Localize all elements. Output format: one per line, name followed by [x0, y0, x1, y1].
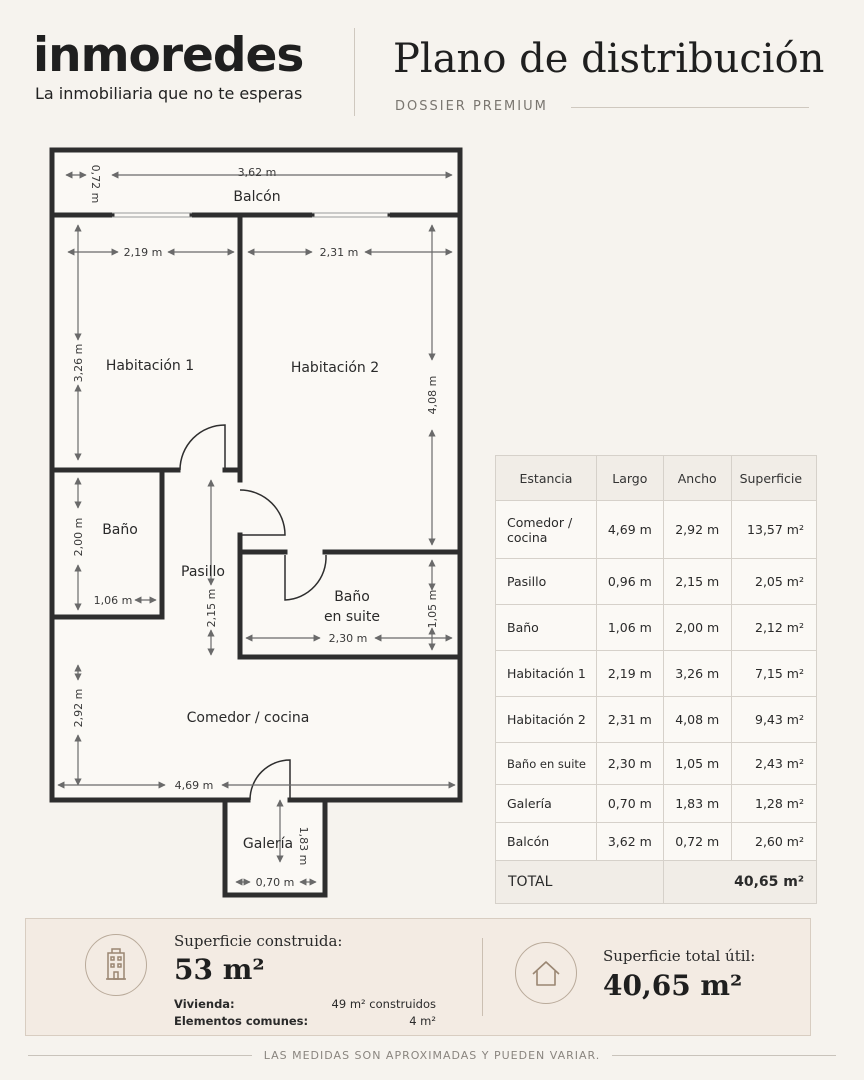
built-area-label: Superficie construida: [174, 932, 343, 950]
dim-label-hab2-h: 4,08 m [426, 375, 439, 415]
room-label-bano-suite-1: Baño [334, 589, 370, 605]
floor-plan [0, 0, 480, 910]
table-cell-ancho: 2,92 m [663, 501, 731, 559]
table-cell-ancho: 3,26 m [663, 651, 731, 697]
table-cell-superficie: 2,12 m² [731, 605, 816, 651]
dim-label-bano-h: 2,00 m [72, 517, 85, 557]
room-label-bano-suite-2: en suite [323, 609, 381, 625]
table-total-label: TOTAL [496, 861, 664, 904]
room-label-bano: Baño [102, 522, 138, 538]
dim-label-galeria-h: 1,83 m [297, 826, 310, 866]
rooms-table [495, 455, 817, 904]
dim-label-comedor-h: 2,92 m [72, 688, 85, 728]
table-cell-ancho: 1,83 m [663, 785, 731, 823]
dim-label-comedor-w: 4,69 m [174, 779, 214, 792]
table-cell-largo: 4,69 m [596, 501, 663, 559]
dim-label-bano-w: 1,06 m [93, 594, 133, 607]
table-cell-name: Galería [496, 785, 597, 823]
table-cell-largo: 2,30 m [596, 743, 663, 785]
table-cell-name: Balcón [496, 823, 597, 861]
table-cell-name: Comedor / cocina [496, 501, 597, 559]
table-header-largo: Largo [596, 456, 663, 501]
table-cell-name: Baño [496, 605, 597, 651]
table-header-row [496, 456, 817, 501]
comunes-value: 4 m² [409, 1014, 436, 1028]
table-cell-name: Pasillo [496, 559, 597, 605]
table-row [496, 651, 817, 697]
room-label-pasillo: Pasillo [181, 564, 225, 580]
building-icon-circle [85, 934, 147, 996]
table-cell-superficie: 2,60 m² [731, 823, 816, 861]
table-row [496, 823, 817, 861]
table-cell-ancho: 0,72 m [663, 823, 731, 861]
vivienda-value: 49 m² construidos [331, 997, 436, 1011]
room-label-comedor: Comedor / cocina [186, 710, 310, 726]
room-label-habitacion-2: Habitación 2 [290, 360, 380, 376]
table-cell-name: Baño en suite [496, 743, 597, 785]
table-cell-ancho: 2,00 m [663, 605, 731, 651]
dim-label-suite-h: 1,05 m [426, 589, 439, 629]
table-row [496, 743, 817, 785]
table-row [496, 605, 817, 651]
table-cell-superficie: 9,43 m² [731, 697, 816, 743]
table-cell-ancho: 1,05 m [663, 743, 731, 785]
useful-area-value: 40,65 m² [603, 969, 743, 1002]
table-cell-superficie: 2,05 m² [731, 559, 816, 605]
dim-label-hab1-h: 3,26 m [72, 343, 85, 383]
dim-label-hab1-w: 2,19 m [123, 246, 163, 259]
table-cell-name: Habitación 1 [496, 651, 597, 697]
table-cell-name: Habitación 2 [496, 697, 597, 743]
footer-note: LAS MEDIDAS SON APROXIMADAS Y PUEDEN VARIAR. [263, 1049, 601, 1062]
table-cell-largo: 2,31 m [596, 697, 663, 743]
table-cell-largo: 1,06 m [596, 605, 663, 651]
room-label-galeria: Galería [242, 836, 294, 852]
comunes-label: Elementos comunes: [174, 1014, 309, 1028]
table-cell-superficie: 2,43 m² [731, 743, 816, 785]
room-label-habitacion-1: Habitación 1 [105, 358, 195, 374]
table-total-row [496, 861, 817, 904]
dim-label-balcon-w: 3,62 m [237, 166, 277, 179]
table-cell-ancho: 2,15 m [663, 559, 731, 605]
brand-tagline: La inmobiliaria que no te esperas [35, 84, 303, 103]
table-header-estancia: Estancia [496, 456, 597, 501]
table-cell-superficie: 1,28 m² [731, 785, 816, 823]
table-row [496, 697, 817, 743]
table-cell-superficie: 13,57 m² [731, 501, 816, 559]
table-total-value: 40,65 m² [663, 861, 816, 904]
table-cell-superficie: 7,15 m² [731, 651, 816, 697]
page-subtitle: DOSSIER PREMIUM [395, 99, 548, 114]
table-cell-largo: 3,62 m [596, 823, 663, 861]
useful-area-label: Superficie total útil: [603, 947, 756, 965]
table-row [496, 501, 817, 559]
apartment-floor [52, 150, 460, 800]
dim-label-balcon-h: 0,72 m [89, 164, 102, 204]
summary-divider [482, 938, 483, 1016]
built-area-value: 53 m² [174, 953, 265, 986]
table-row [496, 785, 817, 823]
building-icon [86, 935, 146, 995]
table-header-ancho: Ancho [663, 456, 731, 501]
brand-logo: inmoredes [33, 28, 304, 83]
table-cell-largo: 0,96 m [596, 559, 663, 605]
page-title: Plano de distribución [393, 36, 825, 82]
table-cell-largo: 2,19 m [596, 651, 663, 697]
table-header-superficie: Superficie [731, 456, 816, 501]
subtitle-divider [571, 107, 809, 108]
vivienda-label: Vivienda: [174, 997, 235, 1011]
house-icon-circle [515, 942, 577, 1004]
dim-label-pasillo-h: 2,15 m [205, 588, 218, 628]
room-label-balcon: Balcón [233, 189, 281, 205]
table-cell-largo: 0,70 m [596, 785, 663, 823]
house-icon [516, 943, 576, 1003]
table-row [496, 559, 817, 605]
dim-label-hab2-w: 2,31 m [319, 246, 359, 259]
dim-label-suite-w: 2,30 m [328, 632, 368, 645]
table-cell-ancho: 4,08 m [663, 697, 731, 743]
dim-label-galeria-w: 0,70 m [255, 876, 295, 889]
